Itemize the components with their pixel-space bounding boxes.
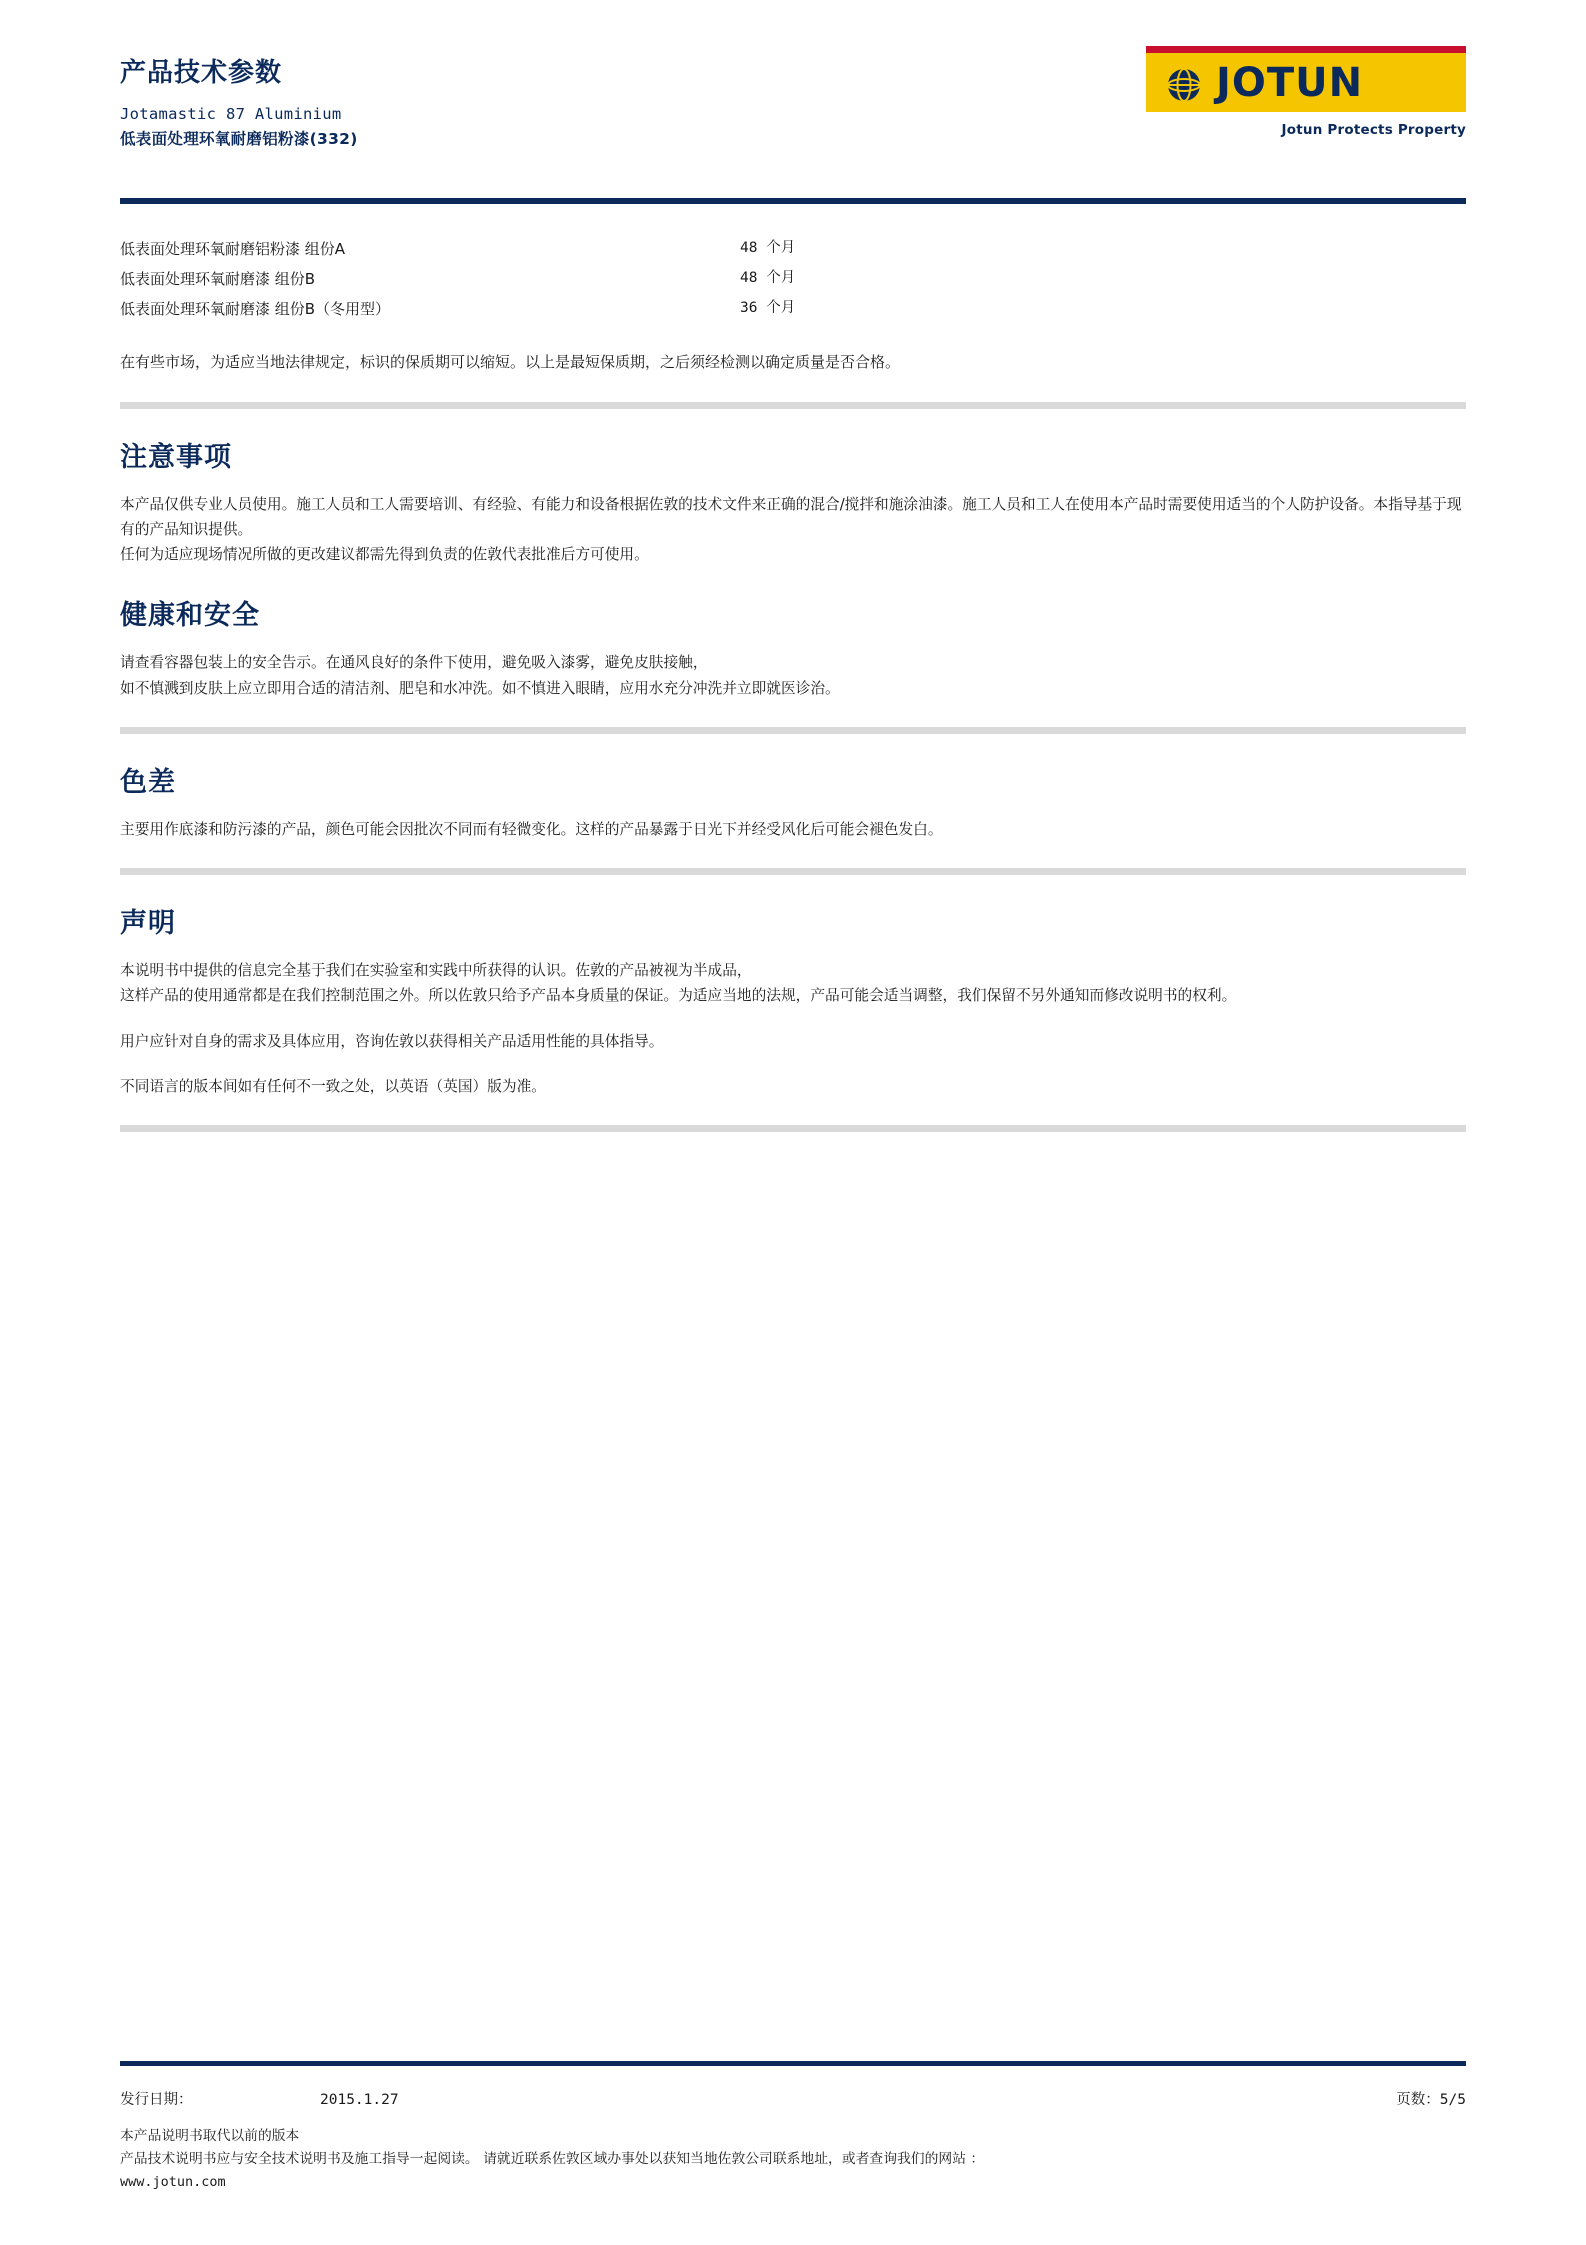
issue-date-label: 发行日期： — [120, 2092, 193, 2109]
shelf-life-value: 48 个月 — [740, 240, 796, 256]
section-divider — [120, 1125, 1466, 1132]
paragraph: 主要用作底漆和防污漆的产品，颜色可能会因批次不同而有轻微变化。这样的产品暴露于日光下并经受风化后可能会褪色发白。 — [120, 820, 943, 838]
section-body — [120, 492, 1466, 568]
page-title: 产品技术参数 — [120, 58, 283, 88]
jotun-logo — [1146, 46, 1466, 138]
paragraph: 请查看容器包装上的安全告示。在通风良好的条件下使用，避免吸入漆雾，避免皮肤接触， — [120, 654, 708, 672]
footer-meta-row — [120, 2088, 1466, 2109]
section-title: 健康和安全 — [120, 600, 260, 632]
section-divider — [120, 402, 1466, 409]
paragraph: 不同语言的版本间如有任何不一致之处，以英语（英国）版为准。 — [120, 1078, 546, 1096]
footer-note-line: 产品技术说明书应与安全技术说明书及施工指导一起阅读。 请就近联系佐敦区域办事处以获知当地佐敦公司联系地址，或者查询我们的网站 ： — [120, 2150, 985, 2167]
section-color-variation — [120, 760, 1466, 842]
footer-divider — [120, 2061, 1466, 2066]
paragraph: 本产品仅供专业人员使用。施工人员和工人需要培训、有经验、有能力和设备根据佐敦的技术文件来正确的混合/搅拌和施涂油漆。施工人员和工人在使用本产品时需要使用适当的个人防护设备。本指导基于现有的产品知识提供。 — [120, 495, 1462, 538]
website-link[interactable]: www.jotun.com — [120, 2173, 226, 2190]
shelf-life-value: 36 个月 — [740, 300, 796, 316]
shelf-life-label: 低表面处理环氧耐磨漆 组份B（冬用型） — [120, 300, 391, 318]
section-precautions — [120, 435, 1466, 568]
shelf-life-table — [120, 234, 1466, 324]
shelf-life-label: 低表面处理环氧耐磨漆 组份B — [120, 270, 316, 288]
logo-box — [1146, 46, 1466, 112]
page-number: 页数：5/5 — [1396, 2092, 1466, 2109]
paragraph: 任何为适应现场情况所做的更改建议都需先得到负责的佐敦代表批准后方可使用。 — [120, 546, 649, 564]
footer-note — [120, 2125, 1466, 2193]
section-body — [120, 958, 1466, 1099]
globe-icon — [1162, 61, 1206, 105]
shelf-life-value: 48 个月 — [740, 270, 796, 286]
paragraph: 这样产品的使用通常都是在我们控制范围之外。所以佐敦只给予产品本身质量的保证。为适应当地的法规，产品可能会适当调整，我们保留不另外通知而修改说明书的权利。 — [120, 987, 1237, 1005]
table-row — [120, 294, 1466, 324]
paragraph: 如不慎溅到皮肤上应立即用合适的清洁剂、肥皂和水冲洗。如不慎进入眼睛，应用水充分冲洗并立即就医诊治。 — [120, 679, 840, 697]
section-divider — [120, 727, 1466, 734]
header-divider — [120, 198, 1466, 204]
product-name-cn: 低表面处理环氧耐磨铝粉漆(332) — [120, 130, 358, 148]
issue-date-value: 2015.1.27 — [320, 2092, 399, 2109]
paragraph: 本说明书中提供的信息完全基于我们在实验室和实践中所获得的认识。佐敦的产品被视为半成品， — [120, 962, 752, 980]
section-divider — [120, 868, 1466, 875]
section-body — [120, 817, 1466, 842]
page-footer — [120, 2061, 1466, 2193]
footer-note-line: 本产品说明书取代以前的版本 — [120, 2128, 300, 2145]
product-name-en: Jotamastic 87 Aluminium — [120, 105, 342, 123]
table-row — [120, 234, 1466, 264]
logo-wordmark: JOTUN — [1216, 59, 1364, 106]
section-title: 注意事项 — [120, 441, 232, 473]
paragraph: 用户应针对自身的需求及具体应用，咨询佐敦以获得相关产品适用性能的具体指导。 — [120, 1032, 664, 1050]
section-body — [120, 650, 1466, 701]
shelf-life-note: 在有些市场，为适应当地法律规定，标识的保质期可以缩短。以上是最短保质期，之后须经检测以确定质量是否合格。 — [120, 353, 901, 371]
table-row — [120, 264, 1466, 294]
logo-tagline: Jotun Protects Property — [1281, 122, 1466, 138]
section-title: 色差 — [120, 766, 176, 798]
page-header — [120, 0, 1466, 172]
section-title: 声明 — [120, 908, 176, 940]
shelf-life-label: 低表面处理环氧耐磨铝粉漆 组份A — [120, 240, 346, 258]
section-health-safety — [120, 593, 1466, 701]
section-disclaimer — [120, 901, 1466, 1099]
